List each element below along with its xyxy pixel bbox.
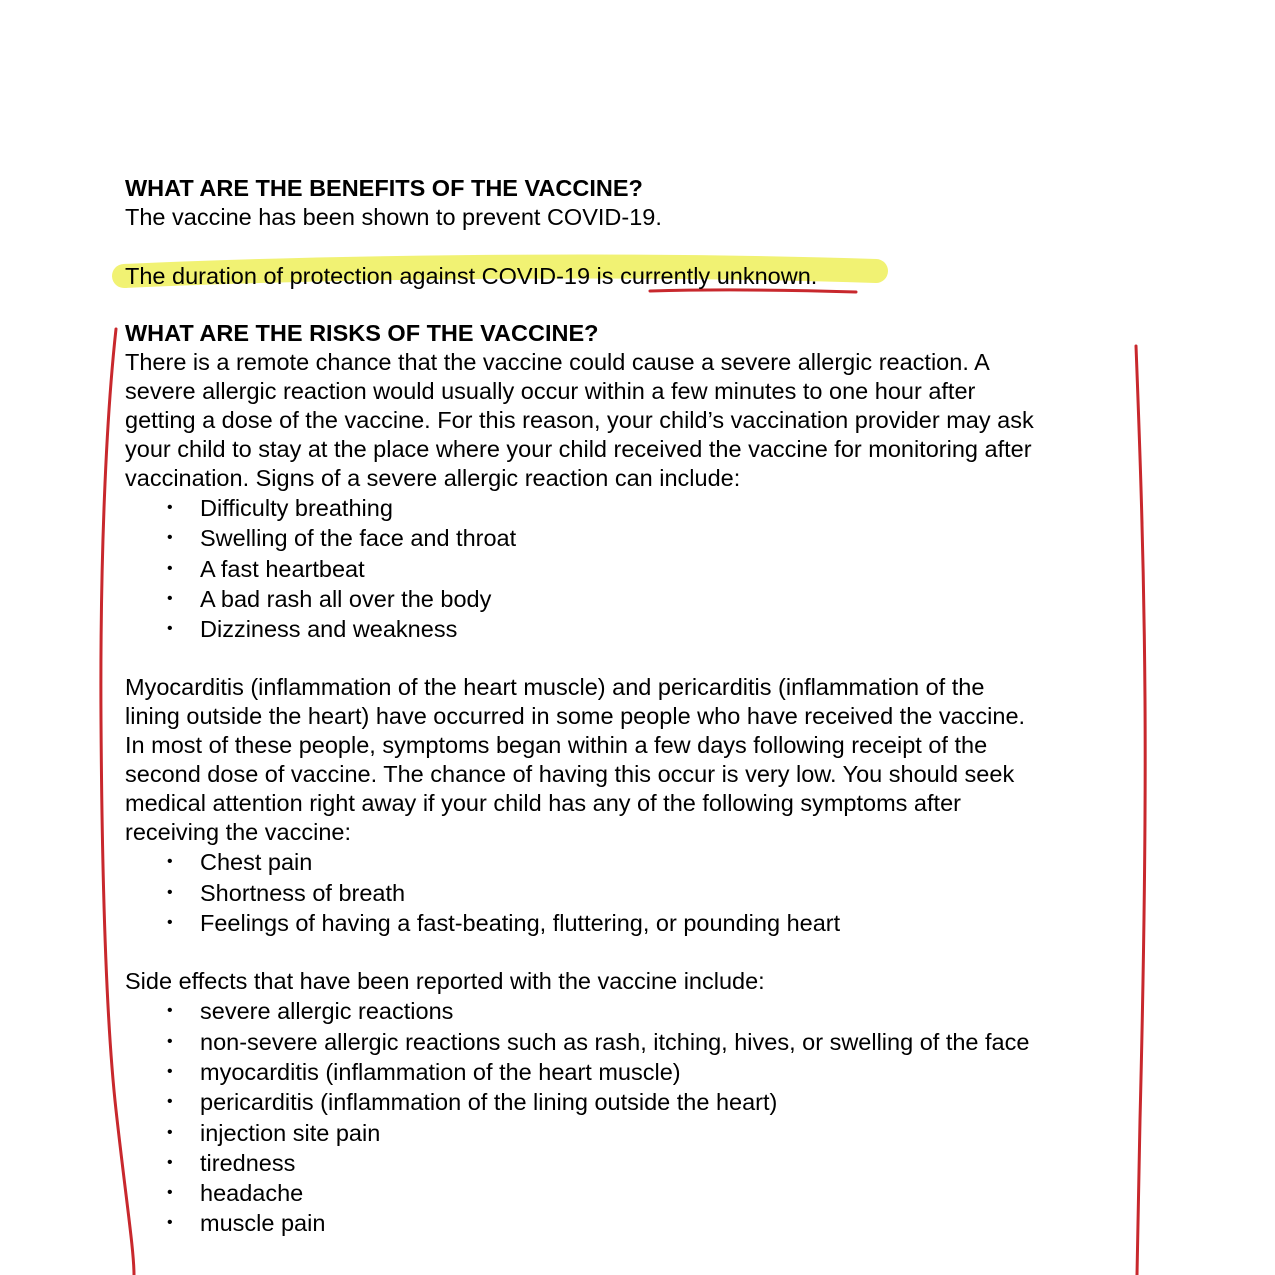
bullet-icon: • <box>167 620 173 638</box>
risks-paragraph-2 <box>125 673 1125 847</box>
paragraph-line: second dose of vaccine. The chance of having this occur is very low. You should seek <box>125 761 1015 788</box>
bullet-icon: • <box>167 883 173 901</box>
bullet-icon: • <box>167 853 173 871</box>
paragraph-line: vaccination. Signs of a severe allergic reaction can include: <box>125 465 741 491</box>
duration-text <box>125 262 1125 291</box>
paragraph-line: In most of these people, symptoms began within a few days following receipt of the <box>125 732 988 759</box>
bullet-icon: • <box>167 559 173 577</box>
bullet-icon: • <box>167 1002 173 1020</box>
bullet-icon: • <box>167 1184 173 1202</box>
paragraph-line: There is a remote chance that the vaccine could cause a severe allergic reaction. A <box>125 349 990 375</box>
side-effects-list <box>125 996 1125 1238</box>
paragraph-line: medical attention right away if your child has any of the following symptoms after <box>125 790 961 817</box>
bullet-icon: • <box>167 1153 173 1171</box>
benefits-text: The vaccine has been shown to prevent COVID-19. <box>125 204 662 230</box>
duration-text-underlined: currently unknown <box>620 263 811 289</box>
list-item: • pericarditis (inflammation of the lining outside the heart) <box>125 1087 1125 1117</box>
bullet-icon: • <box>167 1093 173 1111</box>
list-item: • A fast heartbeat <box>125 554 1125 584</box>
risks-heading: WHAT ARE THE RISKS OF THE VACCINE? <box>125 320 599 346</box>
paragraph-line: receiving the vaccine: <box>125 819 351 846</box>
bullet-icon: • <box>167 1214 173 1232</box>
list-item: • muscle pain <box>125 1208 1125 1238</box>
allergy-signs-list <box>125 493 1125 644</box>
bullet-icon: • <box>167 529 173 547</box>
list-item: • Feelings of having a fast-beating, fluttering, or pounding heart <box>125 908 1125 938</box>
bullet-icon: • <box>167 914 173 932</box>
bullet-icon: • <box>167 1062 173 1080</box>
list-item: • Shortness of breath <box>125 878 1125 908</box>
duration-text-period: . <box>810 263 818 289</box>
list-item: • injection site pain <box>125 1118 1125 1148</box>
list-item: • non-severe allergic reactions such as rash, itching, hives, or swelling of the face <box>125 1027 1125 1057</box>
list-item: • myocarditis (inflammation of the heart muscle) <box>125 1057 1125 1087</box>
right-margin-pen-line <box>1136 346 1145 1275</box>
list-item: • headache <box>125 1178 1125 1208</box>
bullet-icon: • <box>167 499 173 516</box>
paragraph-line: lining outside the heart) have occurred in some people who have received the vaccine. <box>125 703 1026 730</box>
bullet-icon: • <box>167 1032 173 1050</box>
list-item: • A bad rash all over the body <box>125 584 1125 614</box>
bullet-icon: • <box>167 1123 173 1141</box>
list-item: • tiredness <box>125 1148 1125 1178</box>
list-item: • Chest pain <box>125 847 1125 877</box>
list-item: • severe allergic reactions <box>125 996 1125 1026</box>
list-item: • Swelling of the face and throat <box>125 523 1125 553</box>
risks-paragraph-1 <box>125 348 1125 493</box>
document-page <box>125 174 1125 1239</box>
paragraph-line: your child to stay at the place where your child received the vaccine for monitoring after <box>125 436 1032 462</box>
heart-symptoms-list <box>125 847 1125 938</box>
paragraph-line: Myocarditis (inflammation of the heart muscle) and pericarditis (inflammation of the <box>125 674 985 701</box>
duration-text-part1: The duration of protection against COVID-19 is <box>125 263 621 289</box>
paragraph-line: severe allergic reaction would usually occur within a few minutes to one hour after <box>125 378 976 404</box>
list-item: • Dizziness and weakness <box>125 614 1125 644</box>
list-item: • Difficulty breathing <box>125 493 1125 523</box>
bullet-icon: • <box>167 589 173 607</box>
paragraph-line: getting a dose of the vaccine. For this reason, your child’s vaccination provider may ask <box>125 407 1034 433</box>
benefits-heading: WHAT ARE THE BENEFITS OF THE VACCINE? <box>125 175 643 201</box>
side-effects-intro: Side effects that have been reported with the vaccine include: <box>125 968 765 995</box>
